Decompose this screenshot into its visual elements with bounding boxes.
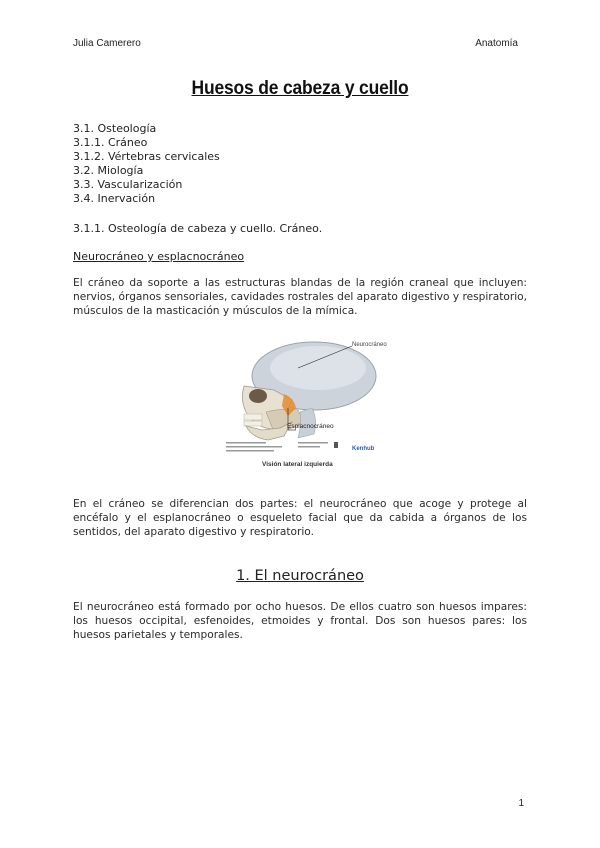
kenhub-logo: Kenhub [352, 446, 375, 452]
page-number: 1 [518, 798, 524, 809]
page-title: Huesos de cabeza y cuello [191, 78, 409, 99]
section-subheading: 3.1.1. Osteología de cabeza y cuello. Cráneo. [73, 222, 323, 235]
toc-item: 3.1.2. Vértebras cervicales [73, 150, 220, 163]
toc-item: 3.1.1. Cráneo [73, 136, 148, 149]
skull-illustration [222, 338, 392, 474]
figure-caption: Visión lateral izquierda [262, 461, 333, 468]
header-subject: Anatomía [475, 38, 518, 49]
section-title-link[interactable]: Neurocráneo y esplacnocráneo [73, 250, 245, 263]
table-of-contents [73, 122, 220, 206]
toc-item: 3.4. Inervación [73, 192, 156, 205]
toc-item: 3.3. Vascularización [73, 178, 183, 191]
label-neurocraneo: Neurocráneo [352, 342, 387, 348]
toc-item: 3.2. Miología [73, 164, 144, 177]
paragraph-parts: En el cráneo se diferencian dos partes: el neurocráneo que acoge y protege al encéfalo y el esplanocráneo o esqueleto facial que da cabida a órganos de los sentidos, del aparato digestivo y respiratorio. [73, 498, 527, 538]
label-esplacnocraneo: Esplacnocráneo [287, 423, 334, 430]
paragraph-intro: El cráneo da soporte a las estructuras blandas de la región craneal que incluyen: nervios, órganos sensoriales, cavidades rostrales del aparato digestivo y respiratorio, músculos de la masticación y músculos de la mímica. [73, 277, 527, 317]
toc-item: 3.1. Osteología [73, 122, 157, 135]
heading-neurocraneo: 1. El neurocráneo [236, 568, 364, 584]
header-author: Julia Camerero [73, 38, 141, 49]
paragraph-neurocraneo: El neurocráneo está formado por ocho huesos. De ellos cuatro son huesos impares: los huesos occipital, esfenoides, etmoides y frontal. Dos son huesos pares: los huesos parietales y temporales. [73, 601, 527, 641]
